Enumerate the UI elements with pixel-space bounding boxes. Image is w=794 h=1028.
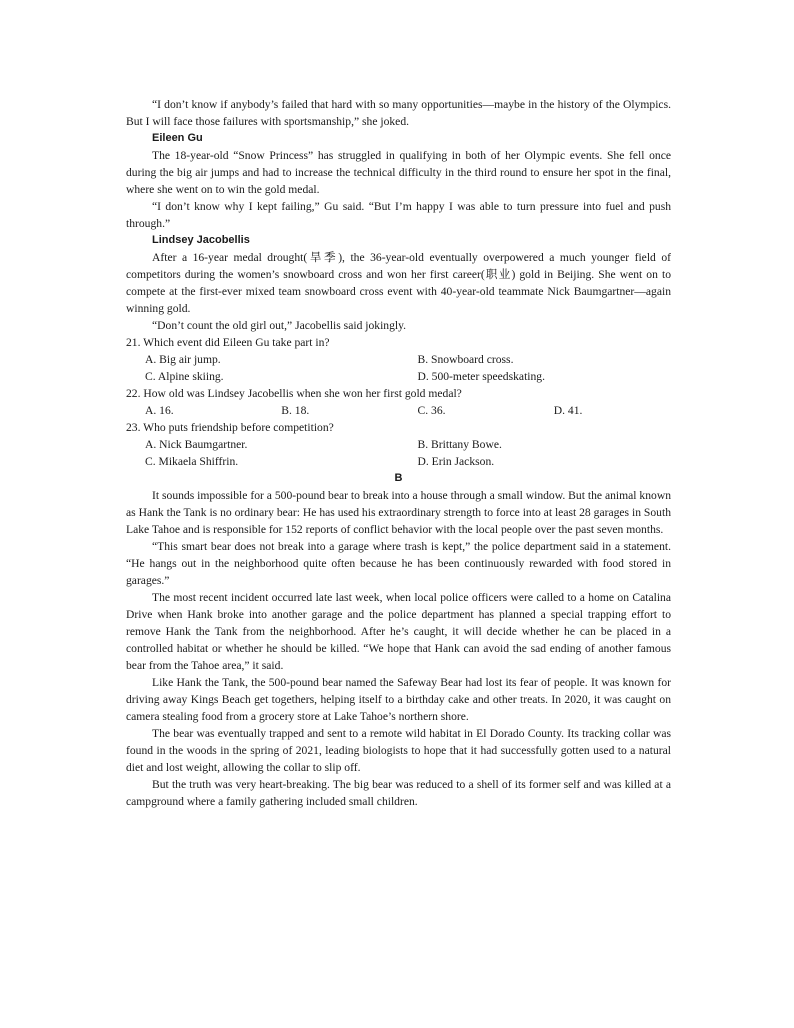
option-d: D. 41. bbox=[553, 404, 583, 417]
section-b-paragraph-5: The bear was eventually trapped and sent to a remote wild habitat in El Dorado County. Its tracking collar was found in the woods in the spring of 2021, leading biologists to hope that it had successfully gotten used to a natural diet and lost weight, allowing the collar to slip off. bbox=[126, 727, 671, 774]
option-d: D. 500-meter speedskating. bbox=[417, 370, 545, 383]
option-b: B. Snowboard cross. bbox=[417, 353, 514, 366]
question-stem: 23. Who puts friendship before competition? bbox=[126, 421, 334, 434]
lindsey-jacobellis-heading: Lindsey Jacobellis bbox=[152, 234, 250, 246]
option-a: A. Big air jump. bbox=[145, 353, 221, 366]
question-stem: 22. How old was Lindsey Jacobellis when she won her first gold medal? bbox=[126, 387, 462, 400]
section-b-paragraph-1: It sounds impossible for a 500-pound bear to break into a house through a small window. But the animal known as Hank the Tank is no ordinary bear: He has used his extraordinary strength to force into at least 28 garages in South Lake Tahoe and is responsible for 152 reports of conflict behavior with the local people over the past seven months. bbox=[126, 489, 671, 536]
option-b: B. Brittany Bowe. bbox=[417, 438, 502, 451]
question-22 bbox=[126, 385, 671, 419]
section-b-paragraph-3: The most recent incident occurred late last week, when local police officers were called to a home on Catalina Drive when Hank broke into another garage and the police department has planned a special trapping effort to remove Hank the Tank from the neighborhood. After he’s caught, it will decide whether he can be placed in a controlled habitat or whether he should be killed. “We hope that Hank can avoid the sad ending of another famous bear from the Tahoe area,” it said. bbox=[126, 591, 671, 672]
option-c: C. Mikaela Shiffrin. bbox=[145, 455, 239, 468]
option-c: C. 36. bbox=[417, 404, 446, 417]
option-a: A. Nick Baumgartner. bbox=[145, 438, 248, 451]
option-c: C. Alpine skiing. bbox=[145, 370, 224, 383]
option-a: A. 16. bbox=[145, 404, 174, 417]
section-b-paragraph-6: But the truth was very heart-breaking. The big bear was reduced to a shell of its former self and was killed at a campground where a family gathering included small children. bbox=[126, 778, 671, 808]
lindsey-paragraph-2: “Don’t count the old girl out,” Jacobellis said jokingly. bbox=[152, 319, 407, 332]
gu-quote-paragraph: “I don’t know if anybody’s failed that hard with so many opportunities—maybe in the history of the Olympics. But I will face those failures with sportsmanship,” she joked. bbox=[126, 98, 671, 128]
question-21 bbox=[126, 334, 671, 385]
option-b: B. 18. bbox=[281, 404, 310, 417]
question-stem: 21. Which event did Eileen Gu take part in? bbox=[126, 336, 330, 349]
section-b-paragraph-2: “This smart bear does not break into a garage where trash is kept,” the police department said in a statement. “He hangs out in the neighborhood quite often because he has been continuously rewarded with food stored in garages.” bbox=[126, 540, 671, 587]
option-d: D. Erin Jackson. bbox=[417, 455, 495, 468]
lindsey-paragraph-1: After a 16-year medal drought(旱季), the 36-year-old eventually overpowered a much younger field of competitors during the women’s snowboard cross and won her first career(职业) gold in Beijing. She went on to compete at the first-ever mixed team snowboard cross event with 40-year-old teammate Nick Baumgartner—again winning gold. bbox=[126, 251, 671, 315]
exam-page bbox=[126, 96, 671, 810]
eileen-gu-paragraph-1: The 18-year-old “Snow Princess” has struggled in qualifying in both of her Olympic events. She fell once during the big air jumps and had to increase the technical difficulty in the third round to ensure her spot in the final, where she went on to win the gold medal. bbox=[126, 149, 671, 196]
question-23 bbox=[126, 419, 671, 470]
eileen-gu-heading: Eileen Gu bbox=[152, 132, 203, 144]
section-b-heading: B bbox=[394, 472, 403, 484]
section-b-paragraph-4: Like Hank the Tank, the 500-pound bear named the Safeway Bear had lost its fear of people. It was known for driving away Kings Beach get togethers, helping itself to a birthday cake and other treats. In 2020, it was caught on camera stealing food from a grocery store at Lake Tahoe’s northern shore. bbox=[126, 676, 671, 723]
eileen-gu-paragraph-2: “I don’t know why I kept failing,” Gu said. “But I’m happy I was able to turn pressure into fuel and push through.” bbox=[126, 200, 671, 230]
